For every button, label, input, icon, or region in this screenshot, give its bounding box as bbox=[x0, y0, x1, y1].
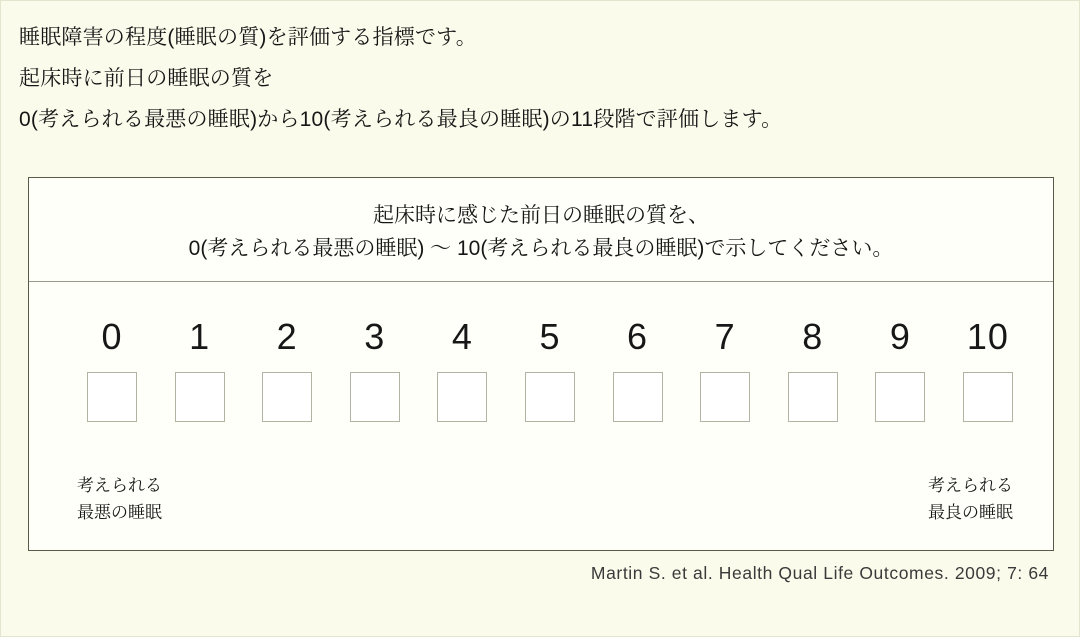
scale-item-1 bbox=[169, 316, 231, 422]
scale-checkbox-9[interactable] bbox=[875, 372, 925, 422]
scale-checkbox-10[interactable] bbox=[963, 372, 1013, 422]
scale-number-1: 1 bbox=[189, 316, 211, 357]
anchor-right-line-1: 考えられる bbox=[928, 476, 1013, 495]
scale-item-5 bbox=[519, 316, 581, 422]
scale-number-4: 4 bbox=[451, 316, 473, 357]
anchor-label-best bbox=[928, 472, 1013, 526]
anchor-left-line-1: 考えられる bbox=[77, 476, 162, 495]
scale-number-8: 8 bbox=[802, 316, 824, 357]
scale-checkbox-6[interactable] bbox=[613, 372, 663, 422]
scale-checkbox-5[interactable] bbox=[525, 372, 575, 422]
scale-instruction-header bbox=[29, 178, 1053, 282]
scale-item-2 bbox=[256, 316, 318, 422]
scale-number-2: 2 bbox=[276, 316, 298, 357]
scale-checkbox-8[interactable] bbox=[788, 372, 838, 422]
scale-number-5: 5 bbox=[539, 316, 561, 357]
scale-item-10 bbox=[957, 316, 1019, 422]
scale-checkbox-7[interactable] bbox=[700, 372, 750, 422]
scale-item-9 bbox=[869, 316, 931, 422]
scale-checkbox-1[interactable] bbox=[175, 372, 225, 422]
scale-item-4 bbox=[431, 316, 493, 422]
intro-line-3: 0(考えられる最悪の睡眠)から10(考えられる最良の睡眠)の11段階で評価します。 bbox=[19, 108, 783, 131]
scale-number-9: 9 bbox=[889, 316, 911, 357]
scale-checkbox-2[interactable] bbox=[262, 372, 312, 422]
scale-instruction-line-2: 0(考えられる最悪の睡眠) ～ 10(考えられる最良の睡眠)で示してください。 bbox=[188, 236, 894, 260]
scale-items bbox=[81, 316, 1019, 422]
intro-paragraph bbox=[19, 17, 1059, 140]
scale-body bbox=[29, 282, 1053, 550]
scale-checkbox-0[interactable] bbox=[87, 372, 137, 422]
scale-number-10: 10 bbox=[966, 316, 1009, 357]
scale-item-7 bbox=[694, 316, 756, 422]
anchor-right-line-2: 最良の睡眠 bbox=[928, 503, 1013, 522]
scale-number-3: 3 bbox=[364, 316, 386, 357]
scale-number-6: 6 bbox=[627, 316, 649, 357]
scale-checkbox-4[interactable] bbox=[437, 372, 487, 422]
anchor-left-line-2: 最悪の睡眠 bbox=[77, 503, 162, 522]
scale-instruction-line-1: 起床時に感じた前日の睡眠の質を、 bbox=[373, 203, 709, 227]
intro-line-2: 起床時に前日の睡眠の質を bbox=[19, 67, 274, 90]
scale-item-8 bbox=[782, 316, 844, 422]
sleep-quality-scale-box bbox=[28, 177, 1054, 551]
intro-line-1: 睡眠障害の程度(睡眠の質)を評価する指標です。 bbox=[19, 26, 477, 49]
citation-text: Martin S. et al. Health Qual Life Outcomes. 2009; 7: 64 bbox=[590, 563, 1049, 583]
scale-number-7: 7 bbox=[714, 316, 736, 357]
scale-item-6 bbox=[607, 316, 669, 422]
scale-checkbox-3[interactable] bbox=[350, 372, 400, 422]
scale-item-0 bbox=[81, 316, 143, 422]
anchor-label-worst bbox=[77, 472, 162, 526]
scale-number-0: 0 bbox=[101, 316, 123, 357]
scale-item-3 bbox=[344, 316, 406, 422]
